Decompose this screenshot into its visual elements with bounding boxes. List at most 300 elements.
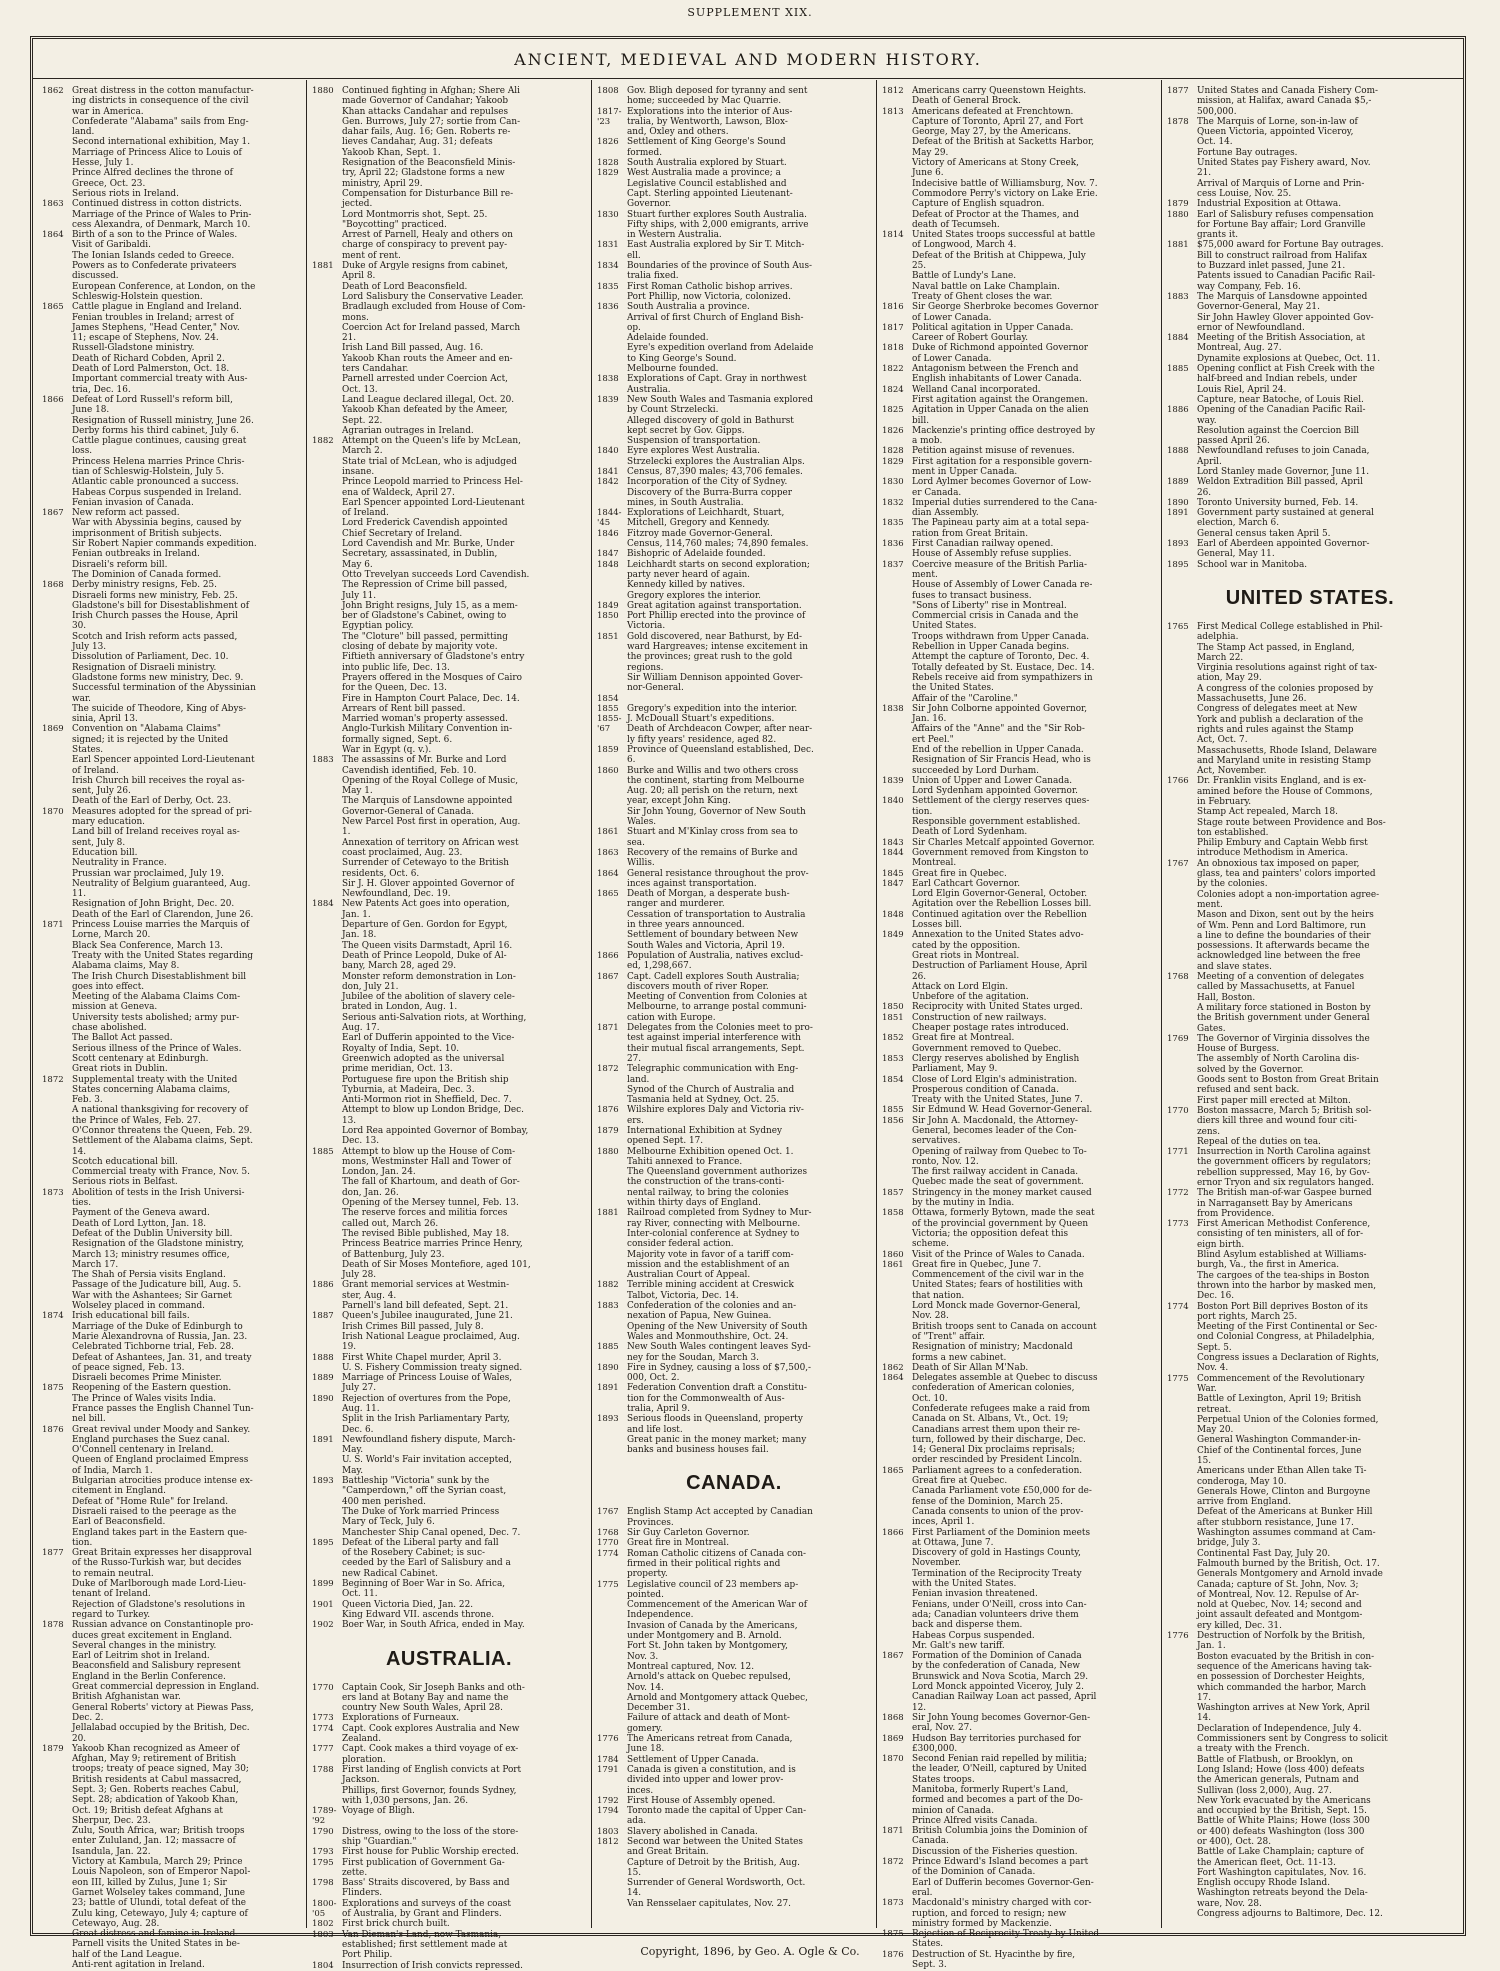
entry-line: Incorporation of the City of Sydney. xyxy=(627,477,788,488)
entry-line: ed, 1,298,667. xyxy=(627,961,692,972)
entry-line: forms a new cabinet. xyxy=(912,1352,1007,1363)
entry-line: Great riots in Montreal. xyxy=(912,950,1020,961)
entry-line: Government removed to Quebec. xyxy=(912,1043,1062,1054)
entry-year: 1861 xyxy=(597,827,619,838)
entry-line: Continued agitation over the Rebellion xyxy=(912,909,1087,920)
entry-year: 1808 xyxy=(597,86,619,96)
entry-line: Bishopric of Adelaide founded. xyxy=(627,549,766,560)
entry-line: mission, at Halifax, award Canada $5,- xyxy=(1197,96,1372,107)
entry-line: United States and Canada Fishery Com- xyxy=(1197,86,1379,96)
entry-text xyxy=(627,1342,871,1363)
entry-year: 1865 xyxy=(42,302,64,313)
entry-year: 1840 xyxy=(882,796,904,807)
entry-line: 1. xyxy=(342,827,351,838)
entry-line: nental railway, to bring the colonies xyxy=(627,1187,789,1198)
entry-line: Prosperous condition of Canada. xyxy=(912,1084,1059,1095)
entry-line: Imperial duties surrendered to the Cana- xyxy=(912,497,1098,508)
entry-line: Strzelecki explores the Australian Alps. xyxy=(627,456,805,467)
entry-line: The "Cloture" bill passed, permitting xyxy=(342,631,508,642)
entry-line: Capture of Detroit by the British, Aug. xyxy=(627,1857,800,1868)
entry-line: Massachusetts, Rhode Island, Delaware xyxy=(1197,745,1377,756)
entry-line: regions. xyxy=(627,662,664,673)
entry-line: General Roberts' victory at Piewas Pass, xyxy=(72,1702,254,1713)
entry-year: 1864 xyxy=(42,230,64,241)
entry-year: 1885 xyxy=(312,1146,334,1157)
chronology-entry xyxy=(42,1548,300,1620)
entry-line: Anglo-Turkish Military Convention in- xyxy=(342,724,513,735)
chronology-entry xyxy=(1167,86,1453,117)
entry-text xyxy=(627,1280,871,1301)
entry-line: States. xyxy=(912,1939,944,1950)
chronology-entry xyxy=(597,395,871,446)
entry-line: Sir John Young becomes Governor-Gen- xyxy=(912,1712,1091,1723)
entry-line: First House of Assembly opened. xyxy=(627,1795,776,1806)
entry-line: ber of Gladstone's Cabinet, owing to xyxy=(342,611,507,622)
entry-line: a mob. xyxy=(912,436,943,447)
entry-year: 1816 xyxy=(882,302,904,313)
entry-year: 1767 xyxy=(597,1507,619,1518)
entry-text xyxy=(1197,1302,1453,1374)
entry-text xyxy=(72,1075,300,1188)
entry-year: 1830 xyxy=(882,477,904,488)
entry-line: ert Peel." xyxy=(912,734,954,745)
entry-line: sent, July 26. xyxy=(72,786,131,797)
entry-line: May 6. xyxy=(342,559,373,570)
entry-line: ship "Guardian." xyxy=(342,1836,417,1847)
entry-year: 1776 xyxy=(597,1734,619,1745)
entry-line: by the colonies. xyxy=(1197,879,1268,890)
entry-line: country New South Wales, April 28. xyxy=(342,1703,503,1714)
entry-line: May 29. xyxy=(912,147,949,158)
chronology-entry xyxy=(597,210,871,241)
entry-year: 1849 xyxy=(882,930,904,941)
chronology-entry xyxy=(42,1744,300,1971)
entry-line: Prince Edward's Island becomes a part xyxy=(912,1857,1089,1868)
entry-line: Synod of the Church of Australia and xyxy=(627,1084,795,1095)
entry-line: made Governor of Candahar; Yakoob xyxy=(342,96,509,107)
entry-line: bill. xyxy=(912,415,930,426)
entry-line: Split in the Irish Parliamentary Party, xyxy=(342,1414,510,1425)
entry-line: eral, Nov. 27. xyxy=(912,1723,973,1734)
entry-line: Annexation to the United States advo- xyxy=(912,930,1084,941)
entry-line: May 20. xyxy=(1197,1425,1234,1436)
entry-year: 1879 xyxy=(42,1743,64,1754)
chronology-entry xyxy=(597,632,871,694)
entry-line: ney for the Soudan, March 3. xyxy=(627,1352,759,1363)
entry-year: 1789-'92 xyxy=(312,1806,337,1827)
entry-line: ernor Tryon and six regulators hanged. xyxy=(1197,1177,1375,1188)
entry-line: Arrival of Marquis of Lorne and Prin- xyxy=(1197,178,1365,189)
entry-year: 1803 xyxy=(312,1929,334,1940)
entry-year: 1839 xyxy=(597,394,619,405)
chronology-entry xyxy=(882,1013,1156,1034)
entry-line: nel bill. xyxy=(72,1414,106,1425)
entry-line: First Canadian railway opened. xyxy=(912,539,1054,550)
entry-line: Boston massacre, March 5; British sol- xyxy=(1197,1105,1372,1116)
entry-line: of "Trent" affair. xyxy=(912,1331,985,1342)
chronology-entry xyxy=(597,1837,871,1909)
entry-line: at Ottawa, June 7. xyxy=(912,1537,994,1548)
entry-line: Death of Prince Leopold, Duke of Al- xyxy=(342,950,507,961)
entry-line: inces against transportation. xyxy=(627,878,757,889)
entry-line: Montreal. xyxy=(912,858,957,869)
entry-line: diers kill three and wound four citi- xyxy=(1197,1116,1357,1127)
entry-line: Victoria; the opposition defeat this xyxy=(912,1228,1069,1239)
entry-line: "Sons of Liberty" rise in Montreal. xyxy=(912,600,1067,611)
entry-text xyxy=(912,910,1156,931)
entry-line: in February. xyxy=(1197,797,1252,807)
entry-year: 1842 xyxy=(597,477,619,488)
entry-line: Sir Charles Metcalf appointed Governor. xyxy=(912,837,1095,848)
entry-line: Meeting of a convention of delegates xyxy=(1197,972,1364,983)
entry-line: The Duke of York married Princess xyxy=(342,1506,500,1517)
entry-year: 1895 xyxy=(312,1537,334,1548)
entry-text xyxy=(72,1548,300,1620)
entry-text xyxy=(72,920,300,1074)
entry-line: Habeas Corpus suspended in Ireland. xyxy=(72,487,242,498)
chronology-entry xyxy=(42,199,300,230)
entry-line: Battleship "Victoria" sunk by the xyxy=(342,1476,490,1487)
supplement-label: SUPPLEMENT XIX. xyxy=(687,6,813,19)
entry-line: 14. xyxy=(1197,1713,1212,1724)
entry-line: Education bill. xyxy=(72,847,138,858)
entry-line: party never heard of again. xyxy=(627,569,751,580)
entry-line: Explorations into the interior of Aus- xyxy=(627,106,793,117)
entry-text xyxy=(1197,1034,1453,1106)
chronology-entry xyxy=(882,560,1156,704)
entry-line: Capt. Sterling appointed Lieutenant- xyxy=(627,188,793,199)
entry-year: 1850 xyxy=(597,611,619,622)
chronology-entry xyxy=(882,323,1156,344)
entry-line: Sir George Sherbroke becomes Governor xyxy=(912,302,1099,313)
entry-line: Fenian invasion threatened. xyxy=(912,1589,1038,1600)
entry-line: Earl of Aberdeen appointed Governor- xyxy=(1197,539,1370,550)
entry-text xyxy=(912,1713,1156,1734)
entry-year: 1881 xyxy=(1167,240,1189,251)
entry-line: Canada; capture of St. John, Nov. 3; xyxy=(1197,1579,1359,1590)
entry-line: in three years announced. xyxy=(627,920,745,931)
entry-text xyxy=(627,529,871,550)
entry-line: Jackson. xyxy=(342,1775,380,1786)
entry-year: 1877 xyxy=(42,1548,64,1559)
chronology-entry xyxy=(1167,560,1453,570)
entry-line: Opening of the Mersey tunnel, Feb. 13. xyxy=(342,1198,519,1209)
entry-line: Fenians, under O'Neill, cross into Can- xyxy=(912,1599,1087,1610)
chronology-entry xyxy=(312,1353,586,1374)
entry-line: New Parcel Post first in operation, Aug. xyxy=(342,817,521,828)
entry-line: insane. xyxy=(342,466,375,477)
entry-text xyxy=(912,560,1156,704)
entry-year: 1862 xyxy=(42,86,64,96)
entry-line: Dec. 6. xyxy=(342,1424,374,1435)
entry-line: First Roman Catholic bishop arrives. xyxy=(627,281,793,292)
chronology-entry xyxy=(597,951,871,972)
entry-year: 1865 xyxy=(882,1465,904,1476)
entry-text xyxy=(1197,199,1453,209)
entry-line: turn, followed by their discharge, Dec. xyxy=(912,1434,1086,1445)
entry-year: 1803 xyxy=(597,1826,619,1837)
entry-text xyxy=(627,611,871,632)
entry-line: war. xyxy=(72,693,91,704)
entry-line: Census, 114,760 males; 74,890 females. xyxy=(627,539,809,550)
entry-line: Prussian war proclaimed, July 19. xyxy=(72,868,224,879)
entry-line: Port Phillip, now Victoria, colonized. xyxy=(627,291,791,302)
entry-text xyxy=(912,405,1156,426)
entry-line: An obnoxious tax imposed on paper, xyxy=(1197,858,1360,869)
entry-line: Federation Convention draft a Constitu- xyxy=(627,1383,807,1394)
entry-year: 1875 xyxy=(42,1383,64,1394)
entry-year: 1826 xyxy=(882,425,904,436)
entry-text xyxy=(1197,539,1453,560)
entry-line: The Dominion of Canada formed. xyxy=(72,569,222,580)
entry-line: Aug. 11. xyxy=(342,1404,380,1414)
entry-line: ministry, April 29. xyxy=(342,178,423,189)
entry-text xyxy=(1197,1106,1453,1147)
entry-text xyxy=(627,1023,871,1064)
entry-text xyxy=(342,1579,586,1600)
entry-text xyxy=(912,385,1156,406)
entry-line: Fenian invasion of Canada. xyxy=(72,497,194,508)
entry-line: London, Jan. 24. xyxy=(342,1167,416,1178)
entry-line: 11. xyxy=(72,889,87,900)
entry-line: The Governor of Virginia dissolves the xyxy=(1197,1033,1370,1044)
entry-line: Meeting of Convention from Colonies at xyxy=(627,992,808,1003)
entry-line: Washington assumes command at Cam- xyxy=(1197,1528,1376,1539)
entry-text xyxy=(627,1827,871,1837)
entry-line: Gov. Bligh deposed for tyranny and sent xyxy=(627,86,808,96)
entry-line: Macdonald's ministry charged with cor- xyxy=(912,1898,1092,1909)
chronology-entry xyxy=(597,1755,871,1765)
entry-line: Duke of Richmond appointed Governor xyxy=(912,343,1089,354)
entry-year: 1884 xyxy=(1167,333,1189,344)
entry-line: Dissolution of Parliament, Dec. 10. xyxy=(72,652,229,663)
entry-text xyxy=(912,457,1156,478)
entry-year: 1877 xyxy=(1167,86,1189,96)
entry-line: citement in England. xyxy=(72,1486,166,1497)
entry-text xyxy=(72,724,300,806)
chronology-entry xyxy=(882,1857,1156,1898)
chronology-entry xyxy=(1167,1219,1453,1301)
entry-line: Stuart further explores South Australia. xyxy=(627,209,807,220)
entry-year: 1775 xyxy=(1167,1373,1189,1384)
entry-line: Commercial treaty with France, Nov. 5. xyxy=(72,1167,250,1178)
entry-line: Earl Cathcart Governor. xyxy=(912,878,1021,889)
entry-line: 11; escape of Stephens, Nov. 24. xyxy=(72,333,219,344)
entry-line: Meeting of the British Association, at xyxy=(1197,333,1366,344)
entry-year: 1817 xyxy=(882,322,904,333)
entry-year: 1818 xyxy=(882,343,904,354)
entry-text xyxy=(1197,364,1453,405)
chronology-entry xyxy=(42,807,300,920)
entry-text xyxy=(912,518,1156,539)
chronology-entry xyxy=(882,107,1156,231)
entry-line: 14; General Dix proclaims reprisals; xyxy=(912,1445,1075,1456)
entry-line: Weldon Extradition Bill passed, April xyxy=(1197,477,1363,488)
entry-line: 12. xyxy=(912,1702,927,1713)
entry-year: 1875 xyxy=(882,1929,904,1940)
chronology-entry xyxy=(597,467,871,477)
chronology-entry xyxy=(42,1620,300,1744)
entry-line: Oct. 11. xyxy=(342,1589,378,1600)
entry-line: Telegraphic communication with Eng- xyxy=(627,1064,799,1075)
entry-line: Great fire in Quebec, June 7. xyxy=(912,1259,1042,1270)
entry-text xyxy=(1197,1631,1453,1919)
entry-line: England purchases the Suez canal. xyxy=(72,1434,230,1445)
entry-year: 1860 xyxy=(597,765,619,776)
entry-line: O'Connor threatens the Queen, Feb. 29. xyxy=(72,1125,253,1136)
chronology-entry xyxy=(1167,1374,1453,1631)
entry-line: Generals Montgomery and Arnold invade xyxy=(1197,1569,1383,1580)
entry-line: Alleged discovery of gold in Bathurst xyxy=(627,415,794,426)
chronology-entry xyxy=(312,1620,586,1630)
entry-line: West Australia made a province; a xyxy=(627,168,781,179)
entry-line: of peace signed, Feb. 13. xyxy=(72,1362,185,1373)
entry-year: 1848 xyxy=(882,909,904,920)
entry-year: 1775 xyxy=(597,1579,619,1590)
entry-line: Gladstone forms new ministry, Dec. 9. xyxy=(72,672,244,683)
entry-line: Death of Morgan, a desperate bush- xyxy=(627,889,790,900)
entry-year: 1879 xyxy=(1167,199,1189,210)
entry-line: Lord Salisbury the Conservative Leader. xyxy=(342,291,524,302)
chronology-entry xyxy=(882,364,1156,385)
entry-text xyxy=(627,210,871,241)
entry-year: 1886 xyxy=(1167,405,1189,416)
entry-line: Serious riots in Belfast. xyxy=(72,1177,178,1188)
entry-line: Census, 87,390 males; 43,706 females. xyxy=(627,466,803,477)
entry-line: First agitation for a responsible govern- xyxy=(912,456,1092,467)
entry-year: 1777 xyxy=(312,1744,334,1755)
entry-line: Prayers offered in the Mosques of Cairo xyxy=(342,672,522,683)
entry-line: "Boycotting" practiced. xyxy=(342,219,447,230)
entry-line: Totally defeated by St. Eustace, Dec. 14. xyxy=(912,662,1095,673)
entry-line: and, Oxley and others. xyxy=(627,127,729,138)
entry-line: Louis Riel, April 24. xyxy=(1197,384,1287,395)
entry-line: Explorations of Leichhardt, Stuart, xyxy=(627,508,785,519)
chronology-entry xyxy=(312,1847,586,1857)
entry-line: Isandula, Jan. 22. xyxy=(72,1846,151,1857)
entry-year: 1872 xyxy=(42,1074,64,1085)
entry-year: 1870 xyxy=(42,806,64,817)
entry-text xyxy=(627,107,871,138)
chronology-entry xyxy=(882,1054,1156,1075)
entry-line: Newfoundland fishery dispute, March- xyxy=(342,1434,516,1445)
entry-line: Great revival under Moody and Sankey. xyxy=(72,1424,251,1435)
entry-line: Parliament agrees to a confederation. xyxy=(912,1465,1083,1476)
entry-line: Fortune Bay outrages. xyxy=(1197,147,1298,158)
entry-year: 1812 xyxy=(882,86,904,96)
entry-year: 1881 xyxy=(312,261,334,272)
entry-line: Massachusetts, June 26. xyxy=(1197,694,1307,705)
entry-line: port rights, March 25. xyxy=(1197,1311,1298,1322)
entry-text xyxy=(72,1620,300,1744)
entry-line: Great fire at Montreal. xyxy=(912,1033,1015,1044)
entry-line: War. xyxy=(1197,1383,1217,1394)
entry-line: cess Louise, Nov. 25. xyxy=(1197,188,1292,199)
entry-line: Van Rensselaer capitulates, Nov. 27. xyxy=(627,1898,791,1909)
chronology-entry xyxy=(312,1724,586,1745)
entry-line: European Conference, at London, on the xyxy=(72,281,256,292)
entry-text xyxy=(342,1538,586,1579)
entry-line: glass, tea and painters' colors imported xyxy=(1197,869,1376,880)
entry-line: Affair of the "Caroline." xyxy=(912,693,1018,704)
entry-line: brated in London, Aug. 1. xyxy=(342,1002,458,1013)
entry-line: Irish Church passes the House, April xyxy=(72,611,238,622)
entry-line: for the Queen, Dec. 13. xyxy=(342,683,447,694)
entry-line: The Marquis of Lansdowne appointed xyxy=(1197,291,1368,302)
entry-line: Death of the Earl of Clarendon, June 26. xyxy=(72,909,254,920)
entry-year: 1864 xyxy=(882,1373,904,1384)
entry-text xyxy=(627,1538,871,1548)
entry-line: Disraeli raised to the peerage as the xyxy=(72,1506,237,1517)
entry-line: called out, March 26. xyxy=(342,1218,439,1229)
section-title: AUSTRALIA. xyxy=(385,1647,513,1670)
entry-year: 1828 xyxy=(597,158,619,169)
entry-line: English inhabitants of Lower Canada. xyxy=(912,374,1082,385)
entry-year: 1835 xyxy=(882,518,904,529)
entry-text xyxy=(912,446,1156,456)
entry-line: Stamp Act repealed, March 18. xyxy=(1197,807,1338,818)
entry-line: imprisonment of British subjects. xyxy=(72,528,222,539)
entry-year: 1881 xyxy=(597,1208,619,1219)
entry-line: Mitchell, Gregory and Kennedy. xyxy=(627,518,770,529)
column-divider xyxy=(876,80,877,1928)
entry-line: First paper mill erected at Milton. xyxy=(1197,1095,1351,1106)
entry-line: Jan. 1. xyxy=(342,909,371,920)
entry-line: Insurrection in North Carolina against xyxy=(1197,1147,1371,1158)
entry-line: Aug. 17. xyxy=(342,1023,380,1034)
entry-line: Repeal of the duties on tea. xyxy=(1197,1136,1321,1147)
entry-line: Khan attacks Candahar and repulses xyxy=(342,106,509,117)
entry-line: Schleswig-Holstein question. xyxy=(72,291,203,302)
chronology-entry xyxy=(597,1734,871,1755)
entry-year: 1891 xyxy=(597,1383,619,1394)
entry-line: The suicide of Theodore, King of Abys- xyxy=(72,703,247,714)
entry-line: Scotch educational bill. xyxy=(72,1156,178,1167)
entry-line: Prince Alfred visits Canada. xyxy=(912,1815,1038,1826)
entry-text xyxy=(627,694,871,704)
entry-text xyxy=(342,1353,586,1374)
entry-year: 1882 xyxy=(312,436,334,447)
entry-line: Greenwich adopted as the universal xyxy=(342,1053,505,1064)
entry-line: First agitation against the Orangemen. xyxy=(912,394,1088,405)
entry-line: Attempt the capture of Toronto, Dec. 4. xyxy=(912,652,1090,663)
entry-line: ers land at Botany Bay and name the xyxy=(342,1692,509,1703)
entry-text xyxy=(342,1806,586,1827)
entry-line: er Canada. xyxy=(912,487,962,498)
entry-line: op. xyxy=(627,322,641,333)
entry-line: Clergy reserves abolished by English xyxy=(912,1053,1080,1064)
entry-line: Canada Parliament vote £50,000 for de- xyxy=(912,1486,1092,1497)
entry-line: Cattle plague in England and Ireland. xyxy=(72,302,242,313)
entry-year: 1856 xyxy=(882,1115,904,1126)
entry-line: scheme. xyxy=(912,1239,949,1250)
entry-line: Louis Napoleon, son of Emperor Napol- xyxy=(72,1867,251,1878)
entry-line: Yakoob Khan defeated by the Ameer, xyxy=(342,405,508,416)
entry-line: Oct. 10. xyxy=(912,1393,948,1404)
entry-line: Agitation in Upper Canada on the alien xyxy=(912,405,1089,416)
entry-line: Prince Alfred declines the throne of xyxy=(72,168,233,179)
entry-line: their mutual fiscal arrangements, Sept. xyxy=(627,1043,805,1054)
entry-year: 1770 xyxy=(597,1538,619,1549)
entry-line: Dynamite explosions at Quebec, Oct. 11. xyxy=(1197,353,1381,364)
chronology-entry xyxy=(882,518,1156,539)
entry-line: fuses to transact business. xyxy=(912,590,1032,601)
chronology-entry xyxy=(597,168,871,209)
entry-year: 1865 xyxy=(597,889,619,900)
entry-text xyxy=(342,1394,586,1435)
entry-line: Jan. 16. xyxy=(912,714,947,725)
entry-line: O'Connell centenary in Ireland. xyxy=(72,1445,214,1456)
